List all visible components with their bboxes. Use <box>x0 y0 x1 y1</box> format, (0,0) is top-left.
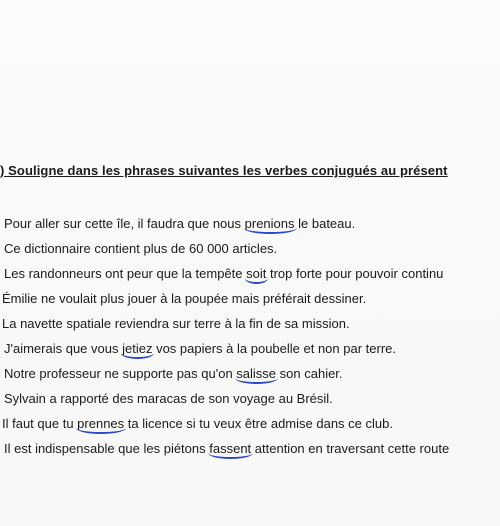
exercise-instruction: ) Souligne dans les phrases suivantes les verbes conjugués au présent <box>0 163 448 178</box>
sentence-text: Il faut que tu <box>2 416 78 431</box>
underlined-verb: prenions <box>245 211 295 236</box>
underlined-verb: jetiez <box>122 336 152 361</box>
sentence-text: La navette spatiale reviendra sur terre à la fin de sa mission. <box>2 316 350 331</box>
sentence-text: Pour aller sur cette île, il faudra que nous <box>4 216 245 231</box>
sentence-text: vos papiers à la poubelle et non par terre. <box>152 341 396 356</box>
sentence-8 <box>4 386 449 411</box>
sentence-text: J'aimerais que vous <box>4 341 123 356</box>
sentence-9 <box>2 411 447 436</box>
sentence-text: Il est indispensable que les piétons <box>4 441 210 456</box>
sentence-text: Émilie ne voulait plus jouer à la poupée mais préférait dessiner. <box>2 291 367 306</box>
sentence-4 <box>2 286 447 311</box>
sentence-5 <box>2 311 447 336</box>
sentence-2 <box>4 236 449 261</box>
sentence-1 <box>4 211 449 236</box>
sentence-7 <box>4 361 449 386</box>
sentence-text: Sylvain a rapporté des maracas de son voyage au Brésil. <box>4 391 333 406</box>
sentence-text: Notre professeur ne supporte pas qu'on <box>4 366 237 381</box>
sentence-text: trop forte pour pouvoir continu <box>266 266 444 281</box>
sentence-6 <box>4 336 449 361</box>
sentence-text: attention en traversant cette route <box>251 441 450 456</box>
sentence-text: le bateau. <box>294 216 356 231</box>
sentence-text: Les randonneurs ont peur que la tempête <box>4 266 247 281</box>
sentence-text: ta licence si tu veux être admise dans ce club. <box>124 416 393 431</box>
sentence-list <box>0 211 450 461</box>
sentence-text: Ce dictionnaire contient plus de 60 000 articles. <box>4 241 278 256</box>
sentence-3 <box>4 261 449 286</box>
sentence-10 <box>4 436 449 461</box>
underlined-verb: prennes <box>77 411 124 436</box>
underlined-verb: soit <box>246 261 266 286</box>
underlined-verb: salisse <box>236 361 276 386</box>
sentence-text: son cahier. <box>276 366 343 381</box>
underlined-verb: fassent <box>209 436 251 461</box>
